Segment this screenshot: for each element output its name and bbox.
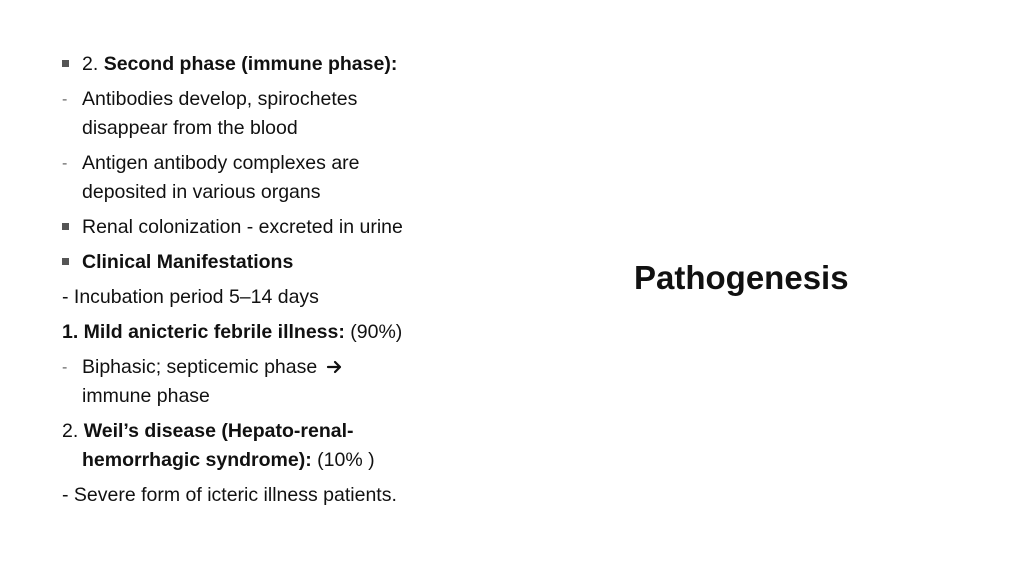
weils-line-2 [62, 446, 462, 475]
dash-marker: - [62, 91, 68, 108]
phase-heading: Second phase (immune phase): [103, 53, 398, 75]
weils-heading-b: hemorrhagic syndrome): [82, 449, 312, 471]
biphasic-line-2: immune phase [82, 385, 210, 407]
square-bullet-icon [62, 223, 69, 230]
clinical-heading: Clinical Manifestations [82, 251, 294, 273]
dash-item-antibodies [62, 85, 462, 143]
dash-item-complexes [62, 149, 462, 207]
weils-heading-a: Weil’s disease (Hepato-renal- [83, 420, 354, 442]
weils-line-1 [62, 417, 462, 446]
slide-title: Pathogenesis [634, 259, 849, 296]
mild-illness-heading: 1. Mild anicteric febrile illness: [62, 321, 345, 343]
weils-percent: (10% ) [311, 449, 375, 471]
bullet-second-phase [62, 50, 462, 79]
phase-number: 2. [82, 53, 104, 75]
antibodies-line-2: disappear from the blood [82, 117, 298, 139]
dash-marker: - [62, 359, 68, 376]
square-bullet-icon [62, 60, 69, 67]
dash-item-biphasic [62, 353, 462, 411]
biphasic-line-1 [82, 353, 462, 382]
square-bullet-icon [62, 258, 69, 265]
weils-disease [62, 417, 462, 475]
biphasic-text: Biphasic; septicemic phase [82, 356, 318, 378]
mild-illness [62, 318, 462, 347]
weils-number: 2. [62, 420, 84, 442]
renal-text: Renal colonization - excreted in urine [82, 216, 403, 238]
slide-body [62, 50, 462, 510]
complexes-line-2: deposited in various organs [82, 181, 321, 203]
incubation-period: - Incubation period 5–14 days [62, 286, 319, 308]
bullet-renal-colonization [62, 213, 462, 242]
bullet-clinical-manifestations [62, 248, 462, 277]
severe-form: - Severe form of icteric illness patients. [62, 484, 397, 506]
mild-illness-percent: (90%) [344, 321, 403, 343]
complexes-line-1: Antigen antibody complexes are [82, 152, 360, 174]
right-arrow-icon [325, 357, 345, 377]
antibodies-line-1: Antibodies develop, spirochetes [82, 88, 358, 110]
dash-marker: - [62, 155, 68, 172]
